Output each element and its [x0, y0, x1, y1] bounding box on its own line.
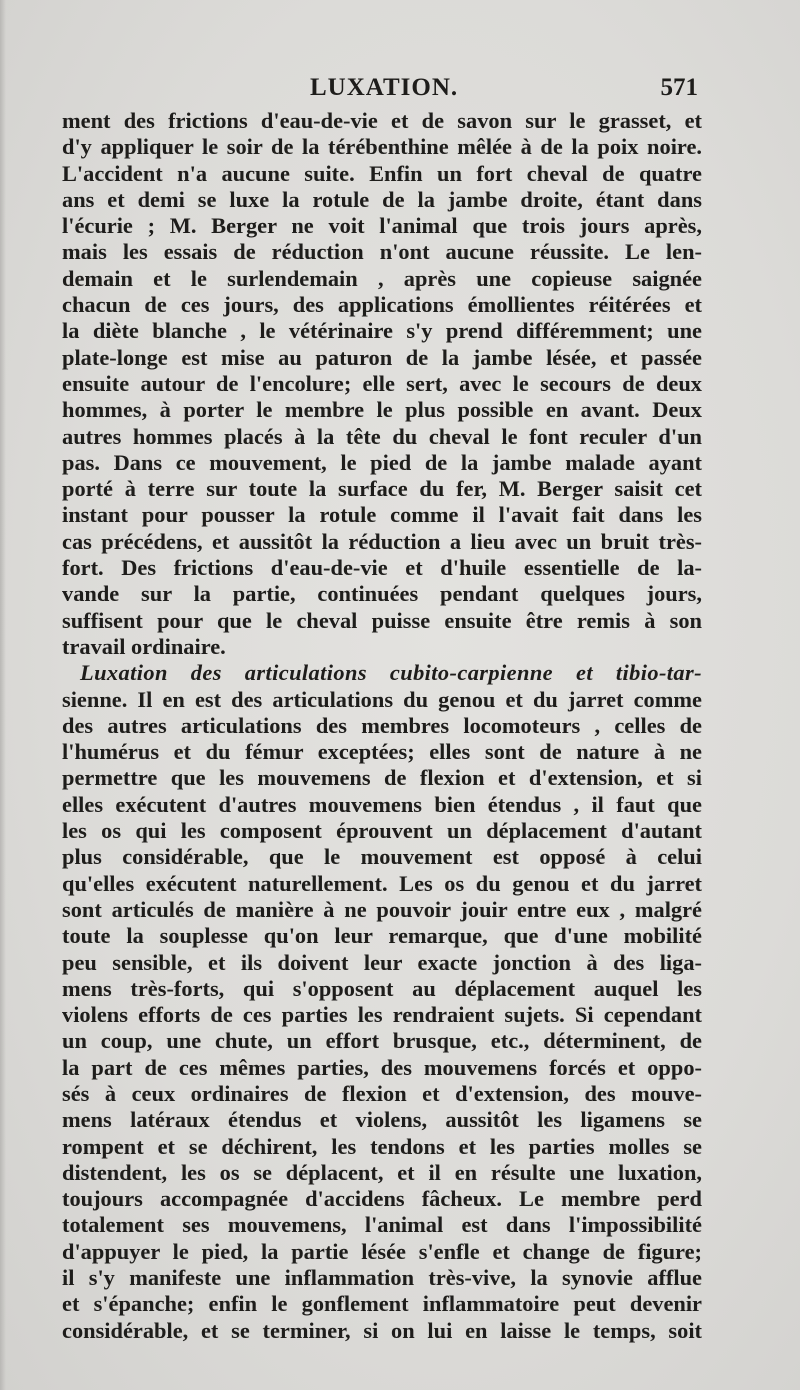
text-line: plus considérable, que le mouvement est opposé à celui [62, 844, 702, 870]
body-text [62, 108, 702, 1344]
text-line: sienne. Il en est des articulations du genou et du jarret comme [62, 686, 702, 712]
text-line: toute la souplesse qu'on leur remarque, que d'une mobilité [62, 923, 702, 949]
page-header [60, 74, 700, 108]
text-line: la diète blanche , le vétérinaire s'y prend différemment; une [62, 318, 702, 344]
page-edge-shadow [0, 0, 6, 1390]
text-line: rompent et se déchirent, les tendons et les parties molles se [62, 1133, 702, 1159]
text-line: elles exécutent d'autres mouvemens bien étendus , il faut que [62, 791, 702, 817]
text-line: ment des frictions d'eau-de-vie et de savon sur le grasset, et [62, 108, 702, 133]
text-line: d'y appliquer le soir de la térébenthine mêlée à de la poix noire. [62, 134, 702, 160]
text-line: considérable, et se terminer, si on lui en laisse le temps, soit [62, 1317, 702, 1343]
text-line: les os qui les composent éprouvent un déplacement d'autant [62, 818, 702, 844]
text-line: permettre que les mouvemens de flexion et d'extension, et si [62, 765, 702, 791]
text-line: totalement ses mouvemens, l'animal est dans l'impossibilité [62, 1212, 702, 1238]
text-line: et s'épanche; enfin le gonflement inflammatoire peut devenir [62, 1291, 702, 1317]
text-line: l'humérus et du fémur exceptées; elles sont de nature à ne [62, 739, 702, 765]
text-line: qu'elles exécutent naturellement. Les os du genou et du jarret [62, 870, 702, 896]
text-line: pas. Dans ce mouvement, le pied de la jambe malade ayant [62, 449, 702, 475]
text-line: distendent, les os se déplacent, et il en résulte une luxation, [62, 1159, 702, 1185]
text-line: cas précédens, et aussitôt la réduction a lieu avec un bruit très- [62, 528, 702, 554]
text-line: toujours accompagnée d'accidens fâcheux. Le membre perd [62, 1186, 702, 1212]
text-line: sés à ceux ordinaires de flexion et d'extension, des mouve- [62, 1080, 702, 1106]
text-line: vande sur la partie, continuées pendant quelques jours, [62, 581, 702, 607]
text-line: chacun de ces jours, des applications émollientes réitérées et [62, 292, 702, 318]
text-line: fort. Des frictions d'eau-de-vie et d'huile essentielle de la- [62, 555, 702, 581]
text-line: ans et demi se luxe la rotule de la jambe droite, étant dans [62, 186, 702, 212]
text-line: suffisent pour que le cheval puisse ensuite être remis à son [62, 607, 702, 633]
section-heading: Luxation des articulations cubito-carpienne et tibio-tar- [80, 660, 702, 686]
text-line: plate-longe est mise au paturon de la jambe lésée, et passée [62, 344, 702, 370]
text-line: l'écurie ; M. Berger ne voit l'animal que trois jours après, [62, 213, 702, 239]
text-line: mens très-forts, qui s'opposent au déplacement auquel les [62, 975, 702, 1001]
text-line: L'accident n'a aucune suite. Enfin un fort cheval de quatre [62, 160, 702, 186]
text-line: des autres articulations des membres locomoteurs , celles de [62, 712, 702, 738]
text-line: porté à terre sur toute la surface du fer, M. Berger saisit cet [62, 476, 702, 502]
text-line: hommes, à porter le membre le plus possible en avant. Deux [62, 397, 702, 423]
text-line: demain et le surlendemain , après une copieuse saignée [62, 265, 702, 291]
text-line: mens latéraux étendus et violens, aussitôt les ligamens se [62, 1107, 702, 1133]
text-line: d'appuyer le pied, la partie lésée s'enfle et change de figure; [62, 1238, 702, 1264]
text-line: ensuite autour de l'encolure; elle sert, avec le secours de deux [62, 370, 702, 396]
text-line: violens efforts de ces parties les rendraient sujets. Si cependant [62, 1002, 702, 1028]
text-line: la part de ces mêmes parties, des mouvemens forcés et oppo- [62, 1054, 702, 1080]
text-line: instant pour pousser la rotule comme il l'avait fait dans les [62, 502, 702, 528]
running-title: LUXATION. [310, 74, 459, 101]
text-line: travail ordinaire. [62, 633, 226, 659]
text-line: mais les essais de réduction n'ont aucune réussite. Le len- [62, 239, 702, 265]
text-line: sont articulés de manière à ne pouvoir jouir entre eux , malgré [62, 896, 702, 922]
text-line: peu sensible, et ils doivent leur exacte jonction à des liga- [62, 949, 702, 975]
page-number: 571 [660, 74, 698, 101]
text-line: autres hommes placés à la tête du cheval le font reculer d'un [62, 423, 702, 449]
text-line: un coup, une chute, un effort brusque, etc., déterminent, de [62, 1028, 702, 1054]
text-line: il s'y manifeste une inflammation très-vive, la synovie afflue [62, 1265, 702, 1291]
